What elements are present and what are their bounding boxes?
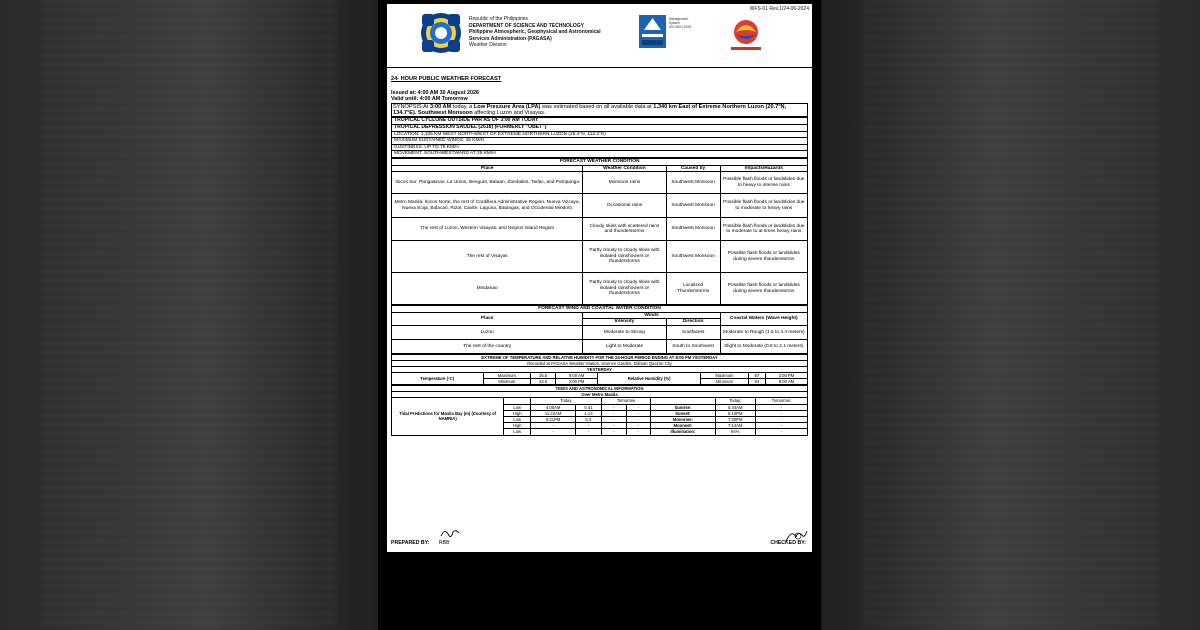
table-row: The rest of Visayas Partly cloudy to cloudy skies with isolated rainshowers or thunderstorms Southwest Monsoon Possible flash floods or landslides during severe thunderstorms: [392, 241, 808, 273]
forecast-document: [387, 4, 812, 552]
temperature-humidity-table: EXTREME OF TEMPERATURE AND RELATIVE HUMIDITY FOR THE 24-HOUR PERIOD ENDING AT 8:00 PM YESTERDAY Recorded at PAGASA Weather Station, Science Garden, Diliman Quezon City YESTERDAY Temperature (°C) Maximum 25.5 9:00 AM Relative Humidity (%) Maximum 97 2:00 PM Minimum 24.0 2:00 PM Minimum 94 8:00 AM: [391, 354, 808, 385]
document-title: 24- HOUR PUBLIC WEATHER FORECAST: [391, 76, 502, 82]
table-row: Ilocos Sur, Pangasinan, La Union, Benguet, Bataan, Zambales, Tarlac, and Pampanga Monsoon rains Southwest Monsoon Possible flash floods or landslides due to heavy to intense rains: [392, 172, 808, 194]
table-row: Low 4:00AM 0.41 - - Sunrise: 5:44AM -: [392, 404, 808, 410]
forecast-weather-table: FORECAST WEATHER CONDITION Place Weather Condition Caused by Impacts/Hazards Ilocos Sur, Pangasinan, La Union, Benguet, Bataan, Zambales, Tarlac, and Pampanga Monsoon rains Southwest Monsoon Possible flash floods or landslides due to heavy to intense rains Metro Manila, Ilocos Norte, the rest of Cordillera Administrative Region, Nueva Vizcaya, Nueva Ecija, Bulacan, Rizal, Cavite, Laguna, Batangas, and Occidental Mindoro Occasional rains Southwest Monsoon Possible flash floods or landslides due to moderate to heavy rains The rest of Luzon, Western Visayas, and Negros Island Region Cloudy skies with scattered rains and thunderstorms Southwest Monsoon Possible flash floods or landslides due to moderate to at times heavy rains The rest of Visayas Partly cloudy to cloudy skies with isolated rainshowers or thunderstorms Southwest Monsoon Possible flash floods or landslides during severe thunderstorms Mindanao Partly cloudy to cloudy skies with isolated rainshowers or thunderstorms Localized Thunderstorms Possible flash floods or landslides during severe thunderstorms: [391, 158, 808, 305]
tides-table: TIDES AND ASTRONOMICAL INFORMATION Over Metro Manila Tidal Predictions for Manila Bay (m) (Courtesy of NAMRIA) Today Tomorrow Today: Tomorrow: Low 4:00AM 0.41 - - Sunrise: 5:44AM - High 11:22AM 1.13 - - Sunset: 6:10PM - Low 6:21PM 0.3 - - Moonrise: 7:30PM - High - - - - Moonset: 7:14AM - Low - - - - Illumination: 94% -: [391, 385, 808, 436]
table-row: Mindanao Partly cloudy to cloudy skies with isolated rainshowers or thunderstorms Localized Thunderstorms Possible flash floods or landslides during severe thunderstorms: [392, 273, 808, 305]
checked-by: CHECKED BY:: [770, 540, 806, 546]
prepared-signature-icon: [439, 526, 461, 540]
table-row: The rest of the country Light to Moderate South to Southwest Slight to Moderate (0.6 to 2.1 meters): [392, 339, 808, 353]
table-row: Low - - - - Illumination: 94% -: [392, 429, 808, 435]
document-code: WFS-01 Rev.1/24-06-2024: [749, 6, 809, 12]
table-row: High - - - - Moonset: 7:14AM -: [392, 423, 808, 429]
table-row: The rest of Luzon, Western Visayas, and Negros Island Region Cloudy skies with scattered rains and thunderstorms Southwest Monsoon Possible flash floods or landslides due to moderate to at times heavy rains: [392, 218, 808, 241]
forecast-content: [391, 76, 808, 436]
iso-text: Management System ISO 9001:2015: [669, 17, 692, 30]
document-frame: [378, 0, 821, 630]
synopsis: SYNOPSIS:At 3:00 AM today, a Low Pressure Area (LPA) was estimated based on all available data at 1,340 km East of Extreme Northern Luzon (20.7°N, 134.7°E). Southwest Monsoon affecting Luzon and Visayas.: [391, 103, 808, 117]
blurred-background-right: [822, 0, 1200, 630]
checked-signature-icon: [784, 527, 808, 545]
table-row: Metro Manila, Ilocos Norte, the rest of Cordillera Administrative Region, Nueva Vizcaya, Nueva Ecija, Bulacan, Rizal, Cavite, Laguna, Batangas, and Occidental Mindoro Occasional rains Southwest Monsoon Possible flash floods or landslides due to moderate to heavy rains: [392, 194, 808, 218]
pagasa-seal-icon: [420, 12, 462, 54]
wind-coastal-table: FORECAST WIND AND COASTAL WATER CONDITION Place Winds Coastal Waters (Wave Height) Intensity Direction Luzon Moderate to Strong Southwest Moderate to Rough (1.5 to 3.4 meters) The rest of the country Light to Moderate South to Southwest Slight to Moderate (0.6 to 2.1 meters): [391, 305, 808, 354]
agency-header: Republic of the Philippines DEPARTMENT OF SCIENCE AND TECHNOLOGY Philippine Atmospheric, Geophysical and Astronomical Services Administration (PAGASA) Weather Division: [469, 16, 601, 49]
bagong-pilipinas-logo-icon: [727, 16, 765, 54]
tuv-certification-icon: [639, 15, 666, 48]
issue-info: [391, 90, 808, 102]
table-row: Low 6:21PM 0.3 - - Moonrise: 7:30PM -: [392, 416, 808, 422]
issued-at: Issued at: 4:00 AM 30 August 2026: [391, 90, 479, 96]
valid-until: Valid until: 4:00 AM Tomorrow: [391, 96, 468, 102]
table-row: High 11:22AM 1.13 - - Sunset: 6:10PM -: [392, 410, 808, 416]
header-divider: [387, 67, 812, 68]
prepared-by: PREPARED BY: RBB: [391, 540, 450, 546]
blurred-background-left: [0, 0, 378, 630]
table-row: Luzon Moderate to Strong Southwest Moderate to Rough (1.5 to 3.4 meters): [392, 325, 808, 339]
tropical-cyclone-table: TROPICAL CYCLONE OUTSIDE PAR AS OF 3:00 AM TODAY TROPICAL DEPRESSION SAUDEL (2618) (FORMERLY "OBET") LOCATION: 1,105 KM WEST NORTHWEST OF EXTREME NORTHERN LUZON (25.4°N, 112.2°E) MAXIMUM SUSTAINED WINDS: 45 KM/H GUSTINESS: UP TO 75 KM/H MOVEMENT: SOUTHWESTWARD AT 25 KM/H: [391, 117, 808, 158]
